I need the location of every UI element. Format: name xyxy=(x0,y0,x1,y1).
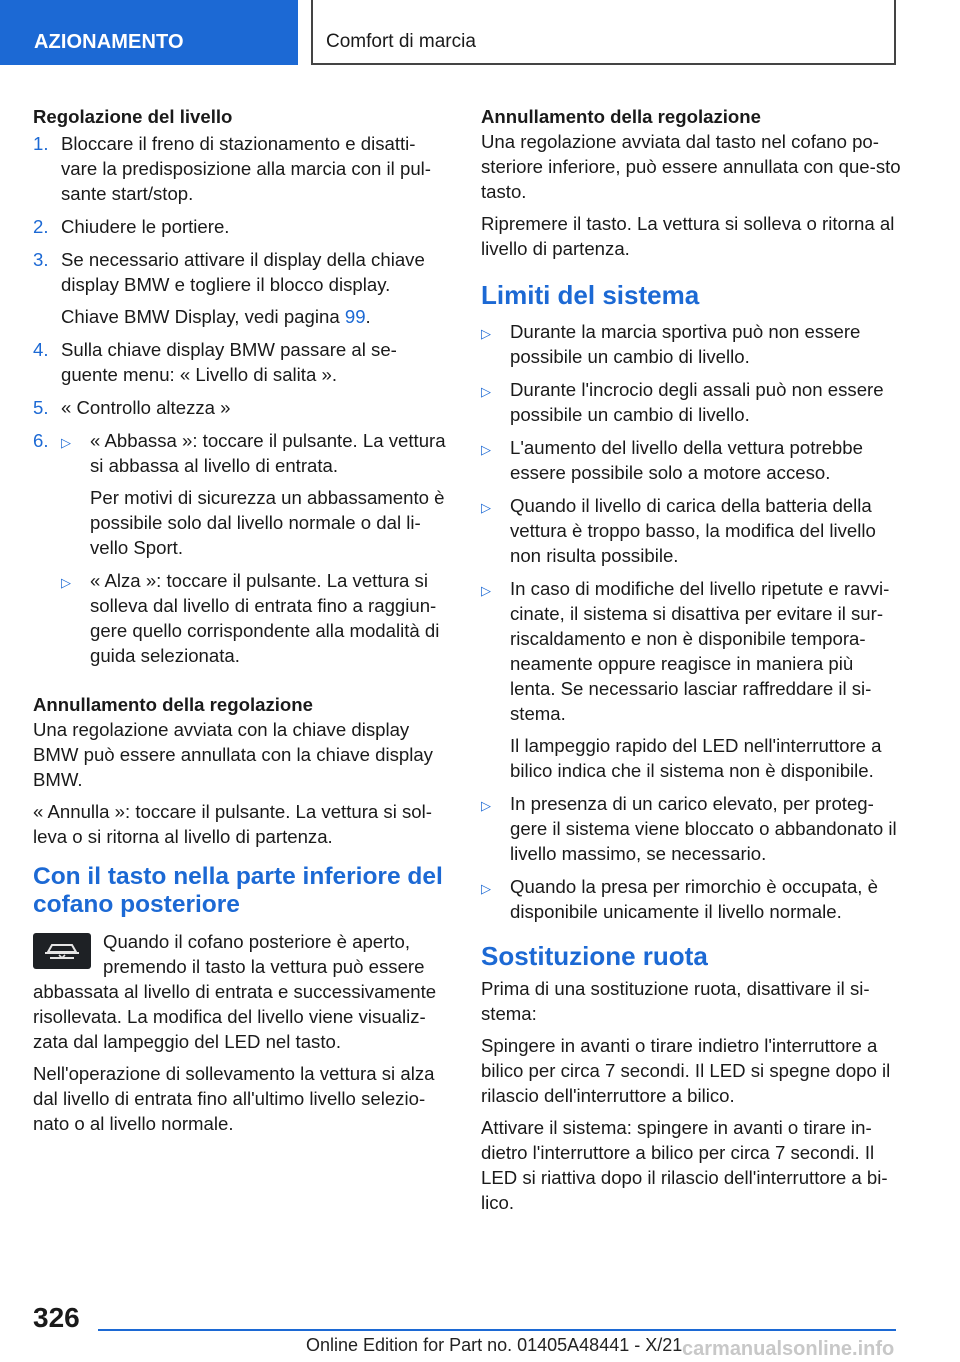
triangle-bullet-icon: ▷ xyxy=(481,384,491,399)
right-column: Annullamento della regolazione Una regolazione avviata dal tasto nel cofano po-steriore inferiore, può essere annullata con que-sto tasto. Ripremere il tasto. La vettura si solleva o ritorna al livello di partenza. Limiti del sistema ▷ Durante la marcia sportiva può non essere possibile un cambio di livello. ▷ Durante l'incrocio degli assali può non essere possibile un cambio di livello. ▷ L'aumento del livello della vettura potrebbe essere possibile solo a motore acceso. ▷ Quando il livello di carica della batteria della vettura è troppo basso, la modifica del livello non risulta possibile. ▷ In caso di modifiche del livello ripetute e ravvi-cinate, il sistema si disattiva per evitare il sur-riscaldamento e non è disponibile tempora-neamente oppure reagisce in maniera più lenta. Se necessario lasciar raffreddare il si-stema. Il lampeggio rapido del LED nell'interruttore a bilico indica che il sistema non è disponibile. ▷ In presenza di un carico elevato, per proteg-gere il sistema viene bloccato o abbandonato il livello massimo, se necessario. ▷ Quando la presa per rimorchio è occupata, è disponibile unicamente il livello normale. Sostituzione ruota Prima di una sostituzione ruota, disattivare il si-stema: Spingere in avanti o tirare indietro l'interruttore a bilico per circa 7 secondi. Il LED si spegne dopo il rilascio dell'interruttore a bilico. Attivare il sistema: spingere in avanti o tirare in-dietro l'interruttore a bilico per circa 7 secondi. Il LED si riattiva dopo il rilascio dell'interruttore a bi-lico. xyxy=(481,106,901,1213)
heading-annullamento-tasto: Annullamento della regolazione xyxy=(481,106,761,127)
triangle-bullet-icon: ▷ xyxy=(481,798,491,813)
triangle-bullet-icon: ▷ xyxy=(481,500,491,515)
heading-limiti: Limiti del sistema xyxy=(481,280,700,310)
step-1: 1. Bloccare il freno di stazionamento e disatti-vare la predisposizione alla marcia con il pul-sante start/stop. xyxy=(33,133,431,204)
step-3-note: Chiave BMW Display, vedi pagina 99. xyxy=(61,306,371,327)
heading-sostituzione-ruota: Sostituzione ruota xyxy=(481,941,708,971)
section-tab xyxy=(0,0,298,65)
triangle-bullet-icon: ▷ xyxy=(481,881,491,896)
footer-edition: Online Edition for Part no. 01405A48441 - X/21 xyxy=(306,1335,683,1355)
step-6-item-abbassa: ▷ « Abbassa »: toccare il pulsante. La vettura si abbassa al livello di entrata. Per motivi di sicurezza un abbassamento è possibile solo dal livello normale o dal li-vello Sport. xyxy=(61,430,446,558)
page-number: 326 xyxy=(33,1302,80,1333)
step-4: 4. Sulla chiave display BMW passare al se-guente menu: « Livello di salita ». xyxy=(33,339,397,385)
triangle-bullet-icon: ▷ xyxy=(481,442,491,457)
page-link[interactable]: 99 xyxy=(344,306,366,327)
step-6: 6. ▷ « Abbassa »: toccare il pulsante. La vettura si abbassa al livello di entrata. Per motivi di sicurezza un abbassamento è possibile solo dal livello normale o dal li-vello Sport. ▷ « Alza »: toccare il pulsante. La vettura si solleva dal livello di entrata fino a raggiun-gere quello corrispondente alla modalità di guida selezionata. xyxy=(33,428,451,676)
footer-rule xyxy=(98,1329,896,1331)
heading-tasto-cofano: Con il tasto nella parte inferiore del cofano posteriore xyxy=(33,863,443,918)
step-5: 5. « Controllo altezza » xyxy=(33,397,231,418)
heading-regolazione-livello: Regolazione del livello xyxy=(33,106,233,127)
triangle-bullet-icon: ▷ xyxy=(481,326,491,341)
watermark: carmanualsonline.info xyxy=(682,1338,895,1360)
limite-item: ▷ L'aumento del livello della vettura potrebbe essere possibile solo a motore acceso. xyxy=(481,437,863,483)
triangle-bullet-icon: ▷ xyxy=(61,435,71,450)
step-6-item-alza: ▷ « Alza »: toccare il pulsante. La vettura si solleva dal livello di entrata fino a raggiun-gere quello corrispondente alla modalità di guida selezionata. xyxy=(61,570,440,666)
step-3: 3. Se necessario attivare il display della chiave display BMW e togliere il blocco display. Chiave BMW Display, vedi pagina 99. xyxy=(33,247,451,329)
limite-item: ▷ In caso di modifiche del livello ripetute e ravvi-cinate, il sistema si disattiva per evitare il sur-riscaldamento e non è disponibile tempora-neamente oppure reagisce in maniera più lenta. Se necessario lasciar raffreddare il si-stema. Il lampeggio rapido del LED nell'interruttore a bilico indica che il sistema non è disponibile. xyxy=(481,578,890,781)
section-title: AZIONAMENTO xyxy=(34,31,184,53)
left-column: Regolazione del livello 1. Bloccare il freno di stazionamento e disatti-vare la predisposizione alla marcia con il pul-sante start/stop. 2. Chiudere le portiere. 3. Se necessario attivare il display della chiave display BMW e togliere il blocco display. Chiave BMW Display, vedi pagina 99. 4. Sulla chiave display BMW passare al se-guente menu: « Livello di salita ». 5. « Controllo altezza » 6. ▷ « Abbassa »: toccare il pulsante. La vettura si abbassa al livello di entrata. Per motivi di sicurezza un abbassamento è possibile solo dal livello normale o dal li-vello Sport. ▷ « Alza »: toccare il pulsante. La vettura si solleva dal livello di entrata fino a raggiun-gere quello corrispondente alla modalità di guida selezionata. Annullamento della regolazione Una regolazione avviata con la chiave display BMW può essere annullata con la chiave display BMW. « Annulla »: toccare il pulsante. La vettura si sol-leva o si ritorna al livello di partenza. Con il tasto nella parte inferiore del cofano posteriore Quando il cofano posteriore è aperto, premendo il tasto la vettura può essere abbassata al livello di entrata e successivamente risollevata. La modifica del livello viene visualiz-zata dal lampeggio del LED nel tasto. Nell'operazione di sollevamento la vettura si alza dal livello di entrata fino all'ultimo livello selezio-nato o al livello normale. xyxy=(33,104,451,1143)
limite-item: ▷ Durante la marcia sportiva può non essere possibile un cambio di livello. xyxy=(481,321,861,367)
limite-item: ▷ Quando la presa per rimorchio è occupata, è disponibile unicamente il livello normale. xyxy=(481,876,878,922)
step-2: 2. Chiudere le portiere. xyxy=(33,216,230,237)
limite-item: ▷ Quando il livello di carica della batteria della vettura è troppo basso, la modifica del livello non risulta possibile. xyxy=(481,495,876,566)
triangle-bullet-icon: ▷ xyxy=(61,575,71,590)
triangle-bullet-icon: ▷ xyxy=(481,583,491,598)
tasto-block: Quando il cofano posteriore è aperto, premendo il tasto la vettura può essere abbassata al livello di entrata e successivamente risollevata. La modifica del livello viene visualiz-zata dal lampeggio del LED nel tasto. xyxy=(33,931,437,1052)
heading-annullamento: Annullamento della regolazione xyxy=(33,694,313,715)
limite-item: ▷ In presenza di un carico elevato, per proteg-gere il sistema viene bloccato o abbandonato il livello massimo, se necessario. xyxy=(481,793,897,864)
car-height-button-icon xyxy=(33,933,91,969)
chapter-title: Comfort di marcia xyxy=(326,31,476,52)
limite-item: ▷ Durante l'incrocio degli assali può non essere possibile un cambio di livello. xyxy=(481,379,884,425)
